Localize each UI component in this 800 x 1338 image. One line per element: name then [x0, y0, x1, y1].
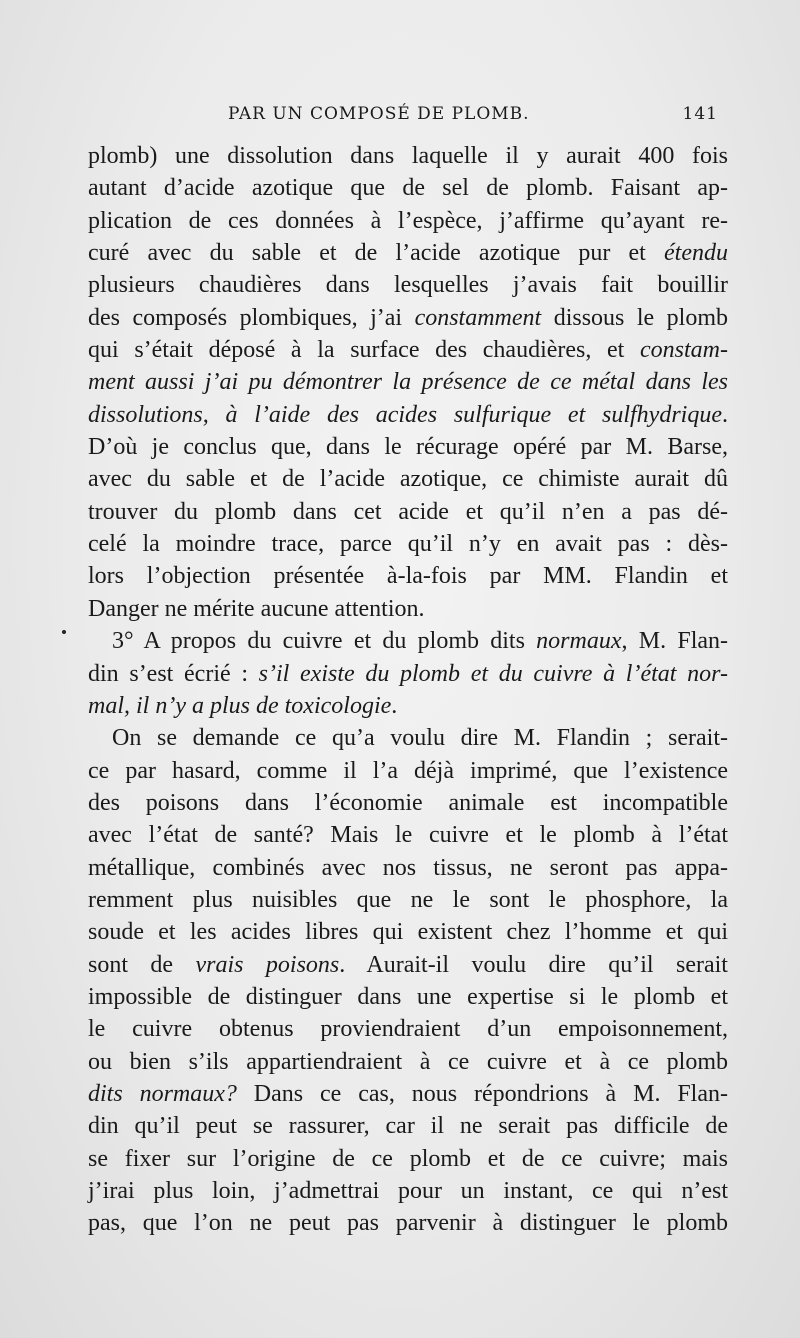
italic-text: ment aussi j’ai pu démontrer la présence de ce métal dans les: [88, 369, 728, 396]
text-segment: celé la moindre trace, parce qu’il n’y en avait pas : dès-: [88, 531, 728, 558]
text-segment: avec du sable et de l’acide azotique, ce chimiste aurait dû: [88, 466, 728, 493]
text-line: [88, 463, 728, 495]
text-segment: le cuivre obtenus proviendraient d’un empoisonnement,: [88, 1016, 728, 1043]
text-segment: métallique, combinés avec nos tissus, ne seront pas appa-: [88, 854, 728, 881]
text-line: [88, 690, 728, 722]
text-segment: pas, que l’on ne peut pas parvenir à distinguer le plomb: [88, 1210, 728, 1237]
text-segment: .: [391, 692, 398, 719]
italic-text: constam-: [640, 337, 728, 364]
text-line: [88, 949, 728, 981]
text-segment: impossible de distinguer dans une expertise si le plomb et: [88, 983, 728, 1010]
text-segment: avec l’état de santé? Mais le cuivre et le plomb à l’état: [88, 822, 728, 849]
text-line: [88, 1207, 728, 1239]
italic-text: dits normaux?: [88, 1080, 237, 1107]
italic-text: dissolutions, à l’aide des acides sulfurique et sulfhydrique: [88, 401, 722, 428]
italic-text: normaux: [536, 628, 622, 655]
text-segment: autant d’acide azotique que de sel de plomb. Faisant ap-: [88, 175, 728, 202]
text-line: [88, 237, 728, 269]
text-segment: j’irai plus loin, j’admettrai pour un instant, ce qui n’est: [88, 1178, 728, 1204]
text-segment: ce par hasard, comme il l’a déjà imprimé, que l’existence: [88, 757, 728, 784]
text-line: [88, 528, 728, 560]
text-segment: remment plus nuisibles que ne le sont le phosphore, la: [88, 886, 728, 913]
text-segment: des composés plombiques, j’ai: [88, 304, 415, 331]
text-line: [88, 722, 728, 754]
text-line: [88, 205, 728, 237]
text-line: [88, 334, 728, 366]
text-segment: On se demande ce qu’a voulu dire M. Flandin ; serait-: [112, 725, 728, 752]
text-segment: din s’est écrié :: [88, 660, 259, 687]
text-segment: 3° A propos du cuivre et du plomb dits: [112, 628, 537, 655]
text-line: [88, 819, 728, 851]
text-line: [88, 787, 728, 819]
text-line: [88, 1078, 728, 1110]
text-segment: dissous le plomb: [541, 304, 729, 331]
text-line: [88, 269, 728, 301]
text-segment: se fixer sur l’origine de ce plomb et de ce cuivre; mais: [88, 1145, 728, 1172]
text-segment: plication de ces données à l’espèce, j’affirme qu’ayant re-: [88, 207, 728, 234]
text-line: [88, 593, 728, 625]
italic-text: vrais poisons: [195, 951, 340, 978]
text-segment: sont de: [88, 951, 196, 978]
italic-text: s’il existe du plomb et du cuivre à l’état nor-: [258, 660, 728, 687]
page-number: 141: [682, 104, 718, 124]
text-segment: des poisons dans l’économie animale est incompatible: [88, 789, 728, 816]
running-title: PAR UN COMPOSÉ DE PLOMB.: [228, 104, 530, 124]
text-segment: D’où je conclus que, dans le récurage opéré par M. Barse,: [88, 434, 728, 461]
text-line: [88, 560, 728, 592]
text-line: [88, 981, 728, 1013]
text-segment: lors l’objection présentée à-la-fois par MM. Flandin et: [88, 563, 728, 590]
text-segment: soude et les acides libres qui existent chez l’homme et qui: [88, 919, 728, 946]
text-line: [88, 625, 728, 657]
text-line: [88, 1175, 728, 1207]
text-segment: . Aurait-il voulu dire qu’il serait: [339, 951, 728, 978]
text-line: [88, 852, 728, 884]
text-line: [88, 755, 728, 787]
text-segment: qui s’était déposé à la surface des chaudières, et: [88, 337, 641, 364]
text-segment: din qu’il peut se rassurer, car il ne serait pas difficile de: [88, 1113, 728, 1140]
text-line: [88, 366, 728, 398]
text-segment: plusieurs chaudières dans lesquelles j’avais fait bouillir: [88, 272, 728, 299]
text-line: [88, 302, 728, 334]
text-line: [88, 399, 728, 431]
text-line: [88, 140, 728, 172]
text-line: [88, 172, 728, 204]
text-segment: plomb) une dissolution dans laquelle il y aurait 400 fois: [88, 143, 728, 169]
text-line: [88, 1013, 728, 1045]
text-line: [88, 884, 728, 916]
text-segment: trouver du plomb dans cet acide et qu’il n’en a pas dé-: [88, 498, 728, 525]
text-line: [88, 1110, 728, 1142]
italic-text: mal, il n’y a plus de toxicologie: [88, 692, 392, 719]
running-header: [228, 104, 718, 132]
margin-dot: [62, 630, 66, 634]
text-line: [88, 916, 728, 948]
text-line: [88, 431, 728, 463]
text-segment: .: [722, 401, 728, 428]
text-segment: ou bien s’ils appartiendraient à ce cuivre et à ce plomb: [88, 1048, 728, 1075]
italic-text: constamment: [414, 304, 542, 331]
text-line: [88, 1046, 728, 1078]
text-segment: curé avec du sable et de l’acide azotique pur et: [88, 240, 665, 267]
text-segment: Danger ne mérite aucune attention.: [88, 595, 425, 622]
text-line: [88, 496, 728, 528]
text-segment: Dans ce cas, nous répondrions à M. Flan-: [236, 1080, 728, 1107]
text-segment: , M. Flan-: [621, 628, 728, 655]
text-line: [88, 658, 728, 690]
text-line: [88, 1143, 728, 1175]
italic-text: étendu: [664, 240, 728, 267]
body-text: [88, 140, 728, 1240]
